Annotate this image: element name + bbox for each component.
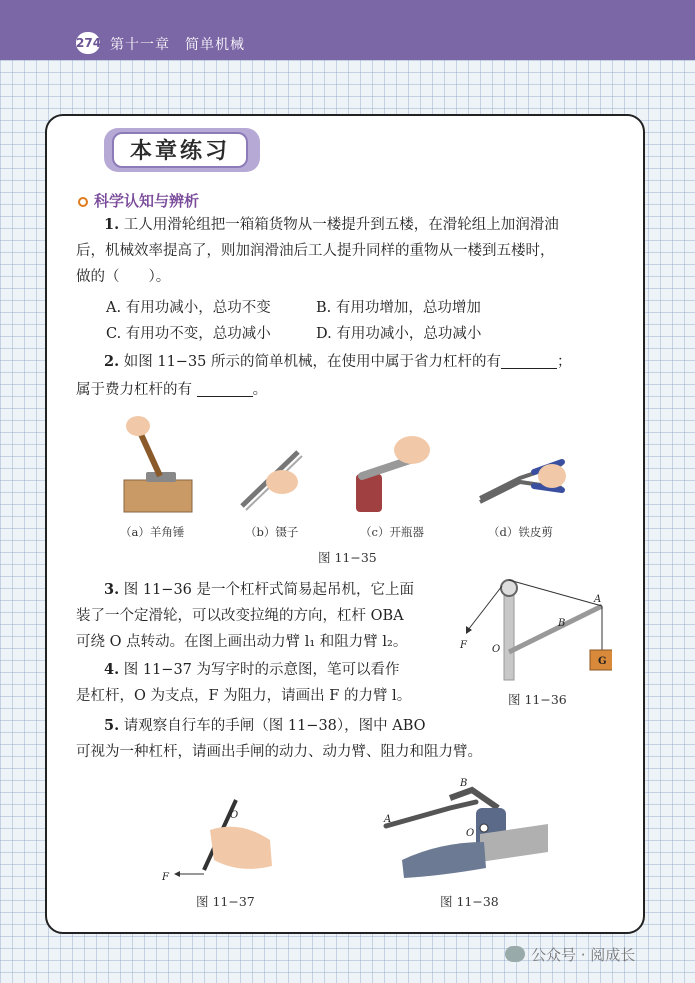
q5-line2: 可视为一种杠杆，请画出手闸的动力、动力臂、阻力和阻力臂。 <box>76 744 482 760</box>
writing-hand-diagram <box>160 790 280 886</box>
fig35-caption-b: （b）镊子 <box>245 525 299 539</box>
label-g: G <box>598 656 607 667</box>
fig38-caption: 图 11−38 <box>440 894 499 909</box>
q3-line1: 3. 图 11−36 是一个杠杆式简易起吊机，它上面 <box>104 581 415 598</box>
label-a: A <box>594 594 602 605</box>
q3-line2: 装了一个定滑轮，可以改变拉绳的方向，杠杆 OBA <box>76 608 404 624</box>
fig37-caption: 图 11−37 <box>196 894 255 909</box>
page-number: 274 <box>76 32 100 54</box>
fig35-caption: 图 11−35 <box>318 550 377 565</box>
page-title: 本章练习 <box>112 132 248 168</box>
label-b: B <box>460 778 468 789</box>
label-o: O <box>466 828 475 839</box>
answer-blank-1[interactable] <box>501 354 557 369</box>
q3-line3: 可绕 O 点转动。在图上画出动力臂 l₁ 和阻力臂 l₂。 <box>76 634 408 650</box>
q1-option-d: D. 有用功减小，总功减小 <box>316 326 482 342</box>
q4-line2: 是杠杆，O 为支点，F 为阻力，请画出 F 的力臂 l。 <box>76 688 412 704</box>
q1-option-c: C. 有用功不变，总功减小 <box>106 326 271 342</box>
answer-blank-2[interactable] <box>197 382 253 397</box>
tin-snips-illustration <box>474 448 568 508</box>
section-label: 科学认知与辨析 <box>94 192 200 210</box>
hammer-illustration <box>118 410 198 514</box>
section-heading <box>78 190 199 211</box>
fig36-caption: 图 11−36 <box>508 692 567 707</box>
wechat-icon <box>505 946 525 962</box>
label-o: O <box>492 644 501 655</box>
bullet-icon <box>78 197 88 207</box>
chapter-title: 第十一章 简单机械 <box>110 37 245 53</box>
label-b: B <box>558 618 566 629</box>
label-f: F <box>460 640 467 651</box>
q1-line3: 做的（ ）。 <box>76 269 171 285</box>
q1-line1: 1. 工人用滑轮组把一箱箱货物从一楼提升到五楼，在滑轮组上加润滑油 <box>104 216 559 233</box>
bottle-opener-illustration <box>350 432 436 514</box>
header-bar <box>0 0 695 60</box>
watermark: 公众号 · 阅成长 <box>505 944 635 965</box>
q1-option-a: A. 有用功减小，总功不变 <box>106 300 271 316</box>
fig35-caption-a: （a）羊角锤 <box>120 525 185 539</box>
q2-line2: 属于费力杠杆的有 。 <box>76 382 268 398</box>
q1-line2: 后，机械效率提高了，则加润滑油后工人提升同样的重物从一楼到五楼时， <box>76 243 555 259</box>
q5-line1: 5. 请观察自行车的手闸（图 11−38），图中 ABO <box>104 717 426 734</box>
fig35-caption-c: （c）开瓶器 <box>360 525 424 539</box>
label-o: O <box>230 810 239 821</box>
label-a: A <box>384 814 392 825</box>
bike-brake-diagram <box>380 772 550 884</box>
fig35-caption-d: （d）铁皮剪 <box>488 525 553 539</box>
tweezers-illustration <box>232 440 312 514</box>
q4-line1: 4. 图 11−37 为写字时的示意图，笔可以看作 <box>104 661 400 678</box>
label-f: F <box>162 872 169 883</box>
q1-option-b: B. 有用功增加，总功增加 <box>316 300 481 316</box>
crane-diagram <box>452 570 612 682</box>
q2-line1: 2. 如图 11−35 所示的简单机械，在使用中属于省力杠杆的有 ； <box>104 353 572 370</box>
